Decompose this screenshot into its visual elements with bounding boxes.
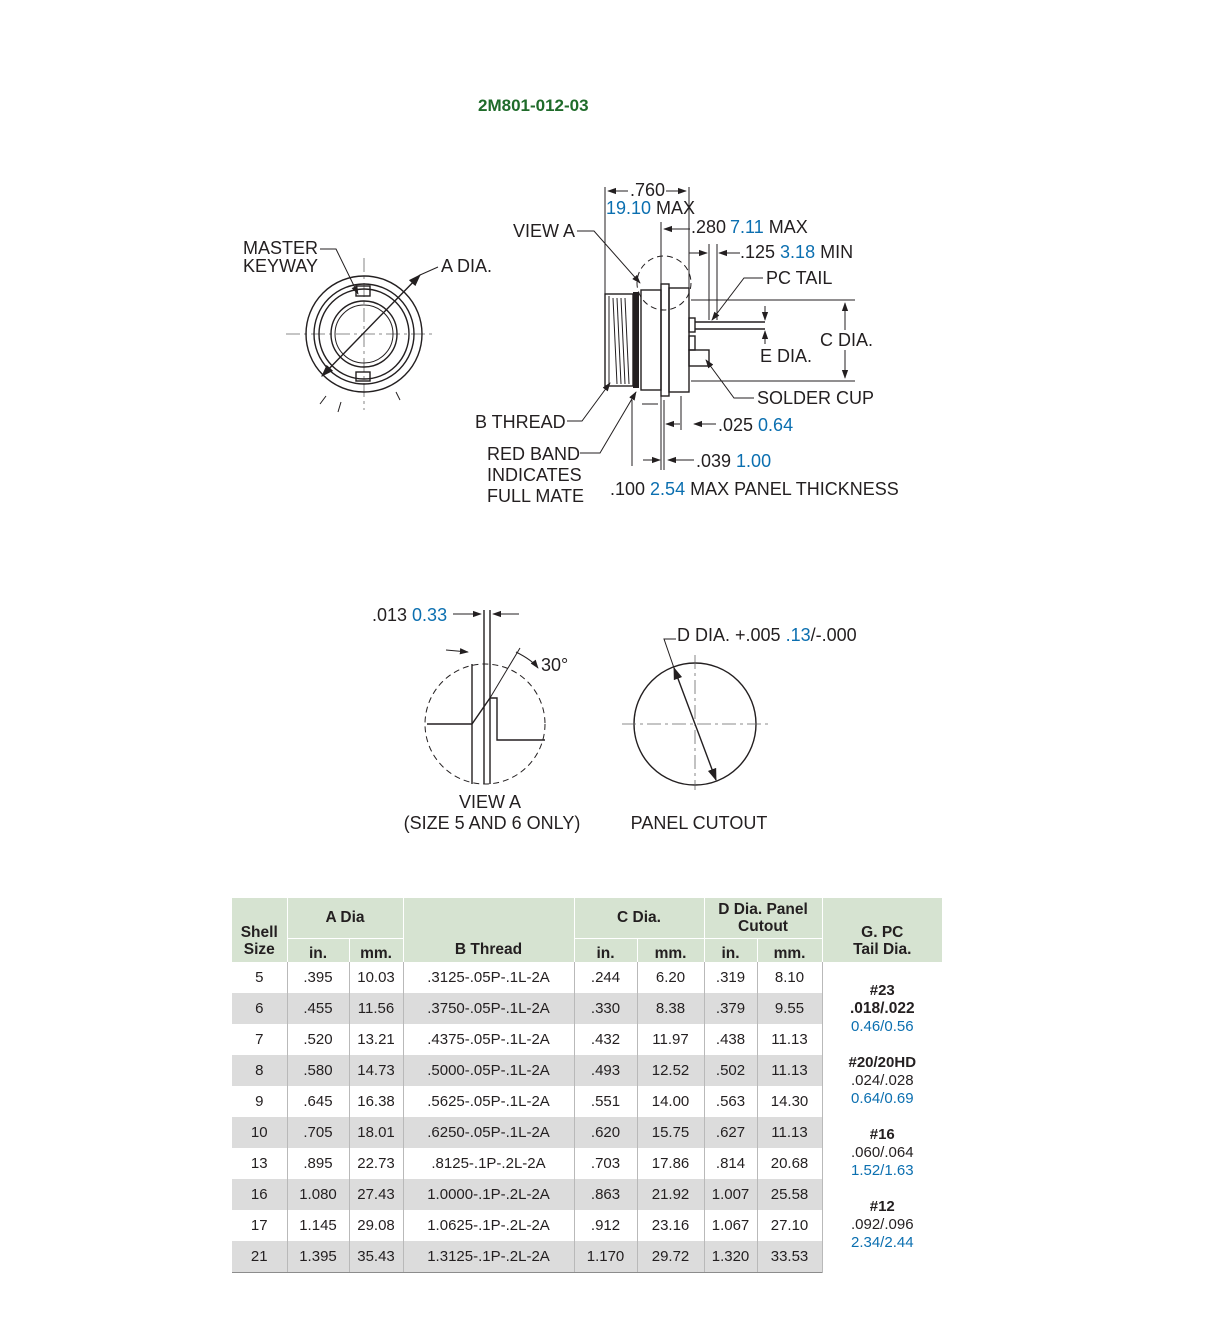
- cell-shell: 17: [250, 1217, 268, 1234]
- cell-a-mm: 29.08: [349, 1210, 403, 1241]
- cell-d-in: 1.007: [704, 1179, 757, 1210]
- nut-dim: [696, 451, 771, 471]
- cell-c-in: .551: [574, 1086, 637, 1117]
- panel-mm: 2.54: [650, 479, 686, 499]
- cell-c-in: 1.170: [574, 1241, 637, 1273]
- cell-shell: 16: [232, 1179, 287, 1210]
- overall-length-in: .760: [630, 180, 666, 200]
- cell-shell: 5: [255, 969, 264, 986]
- cell-d-in: .379: [704, 993, 757, 1024]
- c-dia-label: C DIA.: [820, 330, 874, 350]
- cell-d-mm: 11.13: [757, 1055, 822, 1086]
- solder-cup-label: SOLDER CUP: [757, 388, 875, 408]
- cell-b: 1.3125-.1P-.2L-2A: [403, 1241, 574, 1273]
- tail-length-suffix: MAX: [768, 217, 808, 237]
- header-a-in: in.: [287, 938, 349, 962]
- cell-d-mm: 14.30: [757, 1086, 822, 1117]
- overall-length-suffix: MAX: [656, 198, 696, 218]
- b-thread-label: B THREAD: [475, 412, 566, 432]
- cell-a-mm: 11.56: [349, 993, 403, 1024]
- pc-tail-group: [823, 1126, 943, 1180]
- a-dia-label: A DIA.: [441, 256, 493, 276]
- view-a-label: VIEW A: [513, 221, 576, 241]
- solder-min-suffix: MIN: [820, 242, 854, 262]
- nut-mm: 1.00: [736, 451, 772, 471]
- cell-a-mm: 14.73: [349, 1055, 403, 1086]
- master-keyway-label-2: KEYWAY: [243, 256, 319, 276]
- view-a-caption-1: VIEW A: [458, 792, 522, 812]
- cell-d-mm: 25.58: [757, 1179, 822, 1210]
- cell-b: .5000-.05P-.1L-2A: [403, 1055, 574, 1086]
- cell-a-mm: 16.38: [349, 1086, 403, 1117]
- header-d-in: in.: [704, 938, 757, 962]
- cell-d-in: .502: [704, 1055, 757, 1086]
- cell-a-in: 1.080: [287, 1179, 349, 1210]
- cell-a-in: 1.395: [287, 1241, 349, 1273]
- cell-a-mm: 13.21: [349, 1024, 403, 1055]
- cell-c-mm: 14.00: [637, 1086, 704, 1117]
- cell-d-in: .814: [704, 1148, 757, 1179]
- cell-a-mm: 35.43: [349, 1241, 403, 1273]
- cell-shell: 21: [232, 1241, 287, 1273]
- cell-d-mm: 11.13: [757, 1024, 822, 1055]
- cell-b: .5625-.05P-.1L-2A: [403, 1086, 574, 1117]
- cell-a-mm: 10.03: [349, 962, 403, 993]
- cell-a-mm: 18.01: [349, 1117, 403, 1148]
- cell-c-mm: 23.16: [637, 1210, 704, 1241]
- cell-c-in: .703: [574, 1148, 637, 1179]
- cell-d-mm: 11.13: [757, 1117, 822, 1148]
- header-a-mm: mm.: [349, 938, 403, 962]
- cell-shell: 10: [232, 1117, 287, 1148]
- header-c-in: in.: [574, 938, 637, 962]
- cell-shell: 8: [232, 1055, 287, 1086]
- view-a-detail: [425, 610, 545, 784]
- cell-a-in: .645: [287, 1086, 349, 1117]
- d-dia-prefix: D DIA. +.005: [677, 625, 781, 645]
- cell-shell: 13: [250, 1155, 268, 1172]
- flange-mm: 0.64: [758, 415, 794, 435]
- overall-length-mm: 19.10: [606, 198, 652, 218]
- part-number: 2M801-012-03: [478, 96, 589, 115]
- cell-c-in: .330: [574, 993, 637, 1024]
- cell-shell: 6: [232, 993, 287, 1024]
- header-c-dia: C Dia.: [574, 898, 704, 938]
- cell-c-in: .620: [574, 1117, 637, 1148]
- red-band-label-3: FULL MATE: [487, 486, 585, 506]
- header-d-dia: D Dia. Panel Cutout: [704, 898, 822, 938]
- cell-c-mm: 15.75: [637, 1117, 704, 1148]
- panel-thickness-dim: [610, 479, 899, 499]
- cell-c-mm: 11.97: [637, 1024, 704, 1055]
- cell-d-in: .563: [704, 1086, 757, 1117]
- cell-shell: 9: [255, 1093, 264, 1110]
- header-shell-size: Shell Size: [232, 898, 287, 962]
- cell-d-mm: 27.10: [757, 1210, 822, 1241]
- header-c-mm: mm.: [637, 938, 704, 962]
- pc-tail-num: #20/20HD: [848, 1054, 917, 1071]
- pc-tail-cell: [822, 962, 942, 1273]
- table-row: [232, 962, 942, 993]
- cell-b: .3750-.05P-.1L-2A: [403, 993, 574, 1024]
- pc-tail-num: #23: [869, 982, 895, 999]
- cell-d-mm: 33.53: [757, 1241, 822, 1273]
- cell-a-in: 1.145: [287, 1210, 349, 1241]
- pc-tail-mm: 2.34/2.44: [850, 1234, 914, 1251]
- cell-d-in: .438: [704, 1024, 757, 1055]
- cell-b: 1.0000-.1P-.2L-2A: [403, 1179, 574, 1210]
- cell-a-mm: 22.73: [349, 1148, 403, 1179]
- solder-min-mm: 3.18: [780, 242, 816, 262]
- panel-in: .100: [610, 479, 646, 499]
- header-g-pc-tail: G. PC Tail Dia.: [822, 898, 942, 962]
- cell-a-in: .395: [287, 962, 349, 993]
- tail-length-dim: [691, 217, 808, 237]
- overall-length-dim: [630, 180, 665, 200]
- view-a-caption-2: (SIZE 5 AND 6 ONLY): [403, 813, 581, 833]
- header-d-mm: mm.: [757, 938, 822, 962]
- gap-dim: [372, 605, 447, 625]
- cell-c-in: .432: [574, 1024, 637, 1055]
- pc-tail-group: [823, 1054, 943, 1108]
- cell-c-mm: 8.38: [637, 993, 704, 1024]
- cell-c-mm: 21.92: [637, 1179, 704, 1210]
- cell-b: .4375-.05P-.1L-2A: [403, 1024, 574, 1055]
- cell-d-in: 1.067: [704, 1210, 757, 1241]
- gap-mm: 0.33: [412, 605, 448, 625]
- tail-length-in: .280: [691, 217, 727, 237]
- pc-tail-num: #16: [869, 1126, 895, 1143]
- cell-b: .8125-.1P-.2L-2A: [403, 1148, 574, 1179]
- cell-d-mm: 9.55: [757, 993, 822, 1024]
- cell-d-mm: 20.68: [757, 1148, 822, 1179]
- pc-tail-mm: 0.46/0.56: [850, 1018, 914, 1035]
- solder-min-in: .125: [740, 242, 776, 262]
- cell-b: 1.0625-.1P-.2L-2A: [403, 1210, 574, 1241]
- solder-min-dim: [740, 242, 853, 262]
- panel-cutout-caption: PANEL CUTOUT: [630, 813, 768, 833]
- pc-tail-in: .060/.064: [850, 1144, 914, 1161]
- cell-d-in: 1.320: [704, 1241, 757, 1273]
- cell-c-in: .493: [574, 1055, 637, 1086]
- master-keyway-label-1: MASTER: [243, 238, 319, 258]
- pc-tail-in: .024/.028: [850, 1072, 914, 1089]
- e-dia-label: E DIA.: [760, 346, 813, 366]
- pc-tail-num: #12: [869, 1198, 895, 1215]
- cell-b: .6250-.05P-.1L-2A: [403, 1117, 574, 1148]
- panel-suffix: MAX PANEL THICKNESS: [690, 479, 899, 499]
- nut-in: .039: [696, 451, 732, 471]
- header-b-thread: B Thread: [403, 898, 574, 962]
- cell-d-mm: 8.10: [757, 962, 822, 993]
- cell-c-mm: 6.20: [637, 962, 704, 993]
- header-a-dia: A Dia: [287, 898, 403, 938]
- cell-d-in: .627: [704, 1117, 757, 1148]
- d-dia-dim: [677, 625, 857, 645]
- pc-tail-in: .092/.096: [850, 1216, 914, 1233]
- d-dia-mm: .13: [785, 625, 811, 645]
- pc-tail-group: [823, 982, 943, 1036]
- cell-a-mm: 27.43: [349, 1179, 403, 1210]
- pc-tail-label: PC TAIL: [766, 268, 833, 288]
- cell-c-mm: 17.86: [637, 1148, 704, 1179]
- cell-a-in: .455: [287, 993, 349, 1024]
- cell-b: .3125-.05P-.1L-2A: [403, 962, 574, 993]
- cell-shell: 7: [255, 1031, 264, 1048]
- d-dia-suffix: /-.000: [810, 625, 857, 645]
- cell-c-in: .912: [574, 1210, 637, 1241]
- cell-a-in: .705: [287, 1117, 349, 1148]
- overall-length-mm-row: [606, 198, 695, 218]
- red-band-label-1: RED BAND: [487, 444, 581, 464]
- cell-a-in: .895: [287, 1148, 349, 1179]
- cell-c-in: .244: [574, 962, 637, 993]
- cell-d-in: .319: [704, 962, 757, 993]
- pc-tail-mm: 0.64/0.69: [850, 1090, 914, 1107]
- flange-dim: [718, 415, 793, 435]
- pc-tail-mm: 1.52/1.63: [850, 1162, 914, 1179]
- gap-in: .013: [372, 605, 408, 625]
- cell-a-in: .580: [287, 1055, 349, 1086]
- panel-cutout: [622, 639, 768, 790]
- cell-c-mm: 12.52: [637, 1055, 704, 1086]
- cell-c-in: .863: [574, 1179, 637, 1210]
- flange-in: .025: [718, 415, 754, 435]
- dimension-table: [232, 898, 942, 1273]
- cell-a-in: .520: [287, 1024, 349, 1055]
- red-band-label-2: INDICATES: [487, 465, 582, 485]
- pc-tail-in: .018/.022: [849, 1000, 915, 1017]
- angle-label: 30°: [541, 655, 569, 675]
- tail-length-mm: 7.11: [730, 217, 764, 237]
- cell-c-mm: 29.72: [637, 1241, 704, 1273]
- pc-tail-group: [823, 1198, 943, 1252]
